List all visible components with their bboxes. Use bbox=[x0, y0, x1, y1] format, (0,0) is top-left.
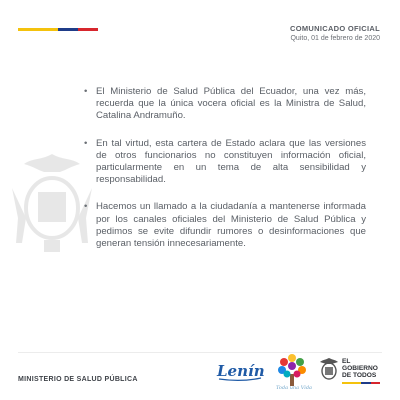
header bbox=[290, 24, 380, 42]
gobierno-de-todos-logo bbox=[342, 358, 378, 380]
government-seal-icon bbox=[318, 356, 340, 382]
lenin-logo-icon bbox=[215, 360, 265, 382]
gobierno-line: EL bbox=[342, 358, 351, 365]
toda-una-vida-caption: Toda una Vida bbox=[275, 385, 313, 391]
flag-stripe-blue bbox=[58, 28, 78, 31]
statement-bullet: • El Ministerio de Salud Pública del Ecuador, una vez más, recuerda que la única vocera oficial es la Ministra de Salud, Catalina Andramuño. bbox=[84, 86, 366, 123]
gobierno-stripe-blue bbox=[361, 382, 371, 384]
gobierno-stripe-red bbox=[371, 382, 380, 384]
flag-stripe-red bbox=[78, 28, 98, 31]
flag-stripe bbox=[18, 28, 98, 31]
flag-stripe-yellow bbox=[18, 28, 58, 31]
statement-bullet: • Hacemos un llamado a la ciudadanía a mantenerse informada por los canales oficiales del Ministerio de Salud Pública y pedimos se evite difundir rumores o desinformaciones que generan tensión innecesariamente. bbox=[84, 201, 366, 250]
header-title: COMUNICADO OFICIAL bbox=[290, 24, 380, 33]
header-date: Quito, 01 de febrero de 2020 bbox=[290, 35, 380, 42]
gobierno-flag-stripe bbox=[342, 382, 380, 384]
footer-divider bbox=[18, 352, 382, 353]
gobierno-line: GOBIERNO bbox=[342, 365, 378, 373]
statement-bullet: • En tal virtud, esta cartera de Estado aclara que las versiones de otros funcionarios no constituyen información oficial, particularmente en un tema de alta sensibilidad y responsabilidad. bbox=[84, 138, 366, 187]
svg-text:Lenín: Lenín bbox=[217, 362, 265, 380]
statement-body bbox=[84, 86, 366, 265]
gobierno-line: DE TODOS bbox=[342, 372, 377, 380]
ministry-name: MINISTERIO DE SALUD PÚBLICA bbox=[18, 376, 138, 383]
gobierno-stripe-yellow bbox=[342, 382, 361, 384]
